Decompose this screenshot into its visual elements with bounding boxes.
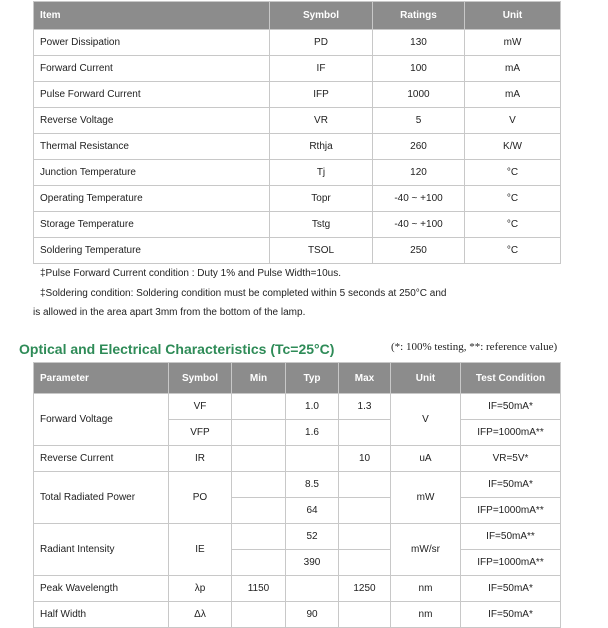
min-cell xyxy=(232,602,286,628)
header-parameter: Parameter xyxy=(34,363,169,394)
rating-cell: 5 xyxy=(373,108,465,134)
rating-cell: 1000 xyxy=(373,82,465,108)
symbol-cell: TSOL xyxy=(270,238,373,264)
parameter-cell: Radiant Intensity xyxy=(34,524,169,576)
table-row xyxy=(34,108,561,134)
max-cell xyxy=(339,550,391,576)
min-cell xyxy=(232,472,286,498)
symbol-cell: VFP xyxy=(169,420,232,446)
table-row xyxy=(34,56,561,82)
unit-cell: mA xyxy=(465,56,561,82)
pulse-condition-note: ‡Pulse Forward Current condition : Duty 1% and Pulse Width=10us. xyxy=(40,268,341,279)
table-row xyxy=(34,524,561,550)
symbol-cell: Tstg xyxy=(270,212,373,238)
header-ratings: Ratings xyxy=(373,2,465,30)
unit-cell: mW xyxy=(465,30,561,56)
header-unit: Unit xyxy=(465,2,561,30)
item-cell: Forward Current xyxy=(34,56,270,82)
unit-cell: nm xyxy=(391,576,461,602)
parameter-cell: Half Width xyxy=(34,602,169,628)
typ-cell: 8.5 xyxy=(286,472,339,498)
condition-cell: IFP=1000mA** xyxy=(461,498,561,524)
table-row xyxy=(34,186,561,212)
optical-characteristics-table xyxy=(33,362,561,628)
parameter-cell: Peak Wavelength xyxy=(34,576,169,602)
rating-cell: 130 xyxy=(373,30,465,56)
table-row xyxy=(34,160,561,186)
table-row xyxy=(34,30,561,56)
table-row xyxy=(34,82,561,108)
unit-cell: °C xyxy=(465,212,561,238)
max-cell xyxy=(339,524,391,550)
parameter-cell: Forward Voltage xyxy=(34,394,169,446)
parameter-cell: Total Radiated Power xyxy=(34,472,169,524)
table-row xyxy=(34,134,561,160)
typ-cell: 390 xyxy=(286,550,339,576)
typ-cell xyxy=(286,446,339,472)
header-symbol: Symbol xyxy=(169,363,232,394)
typ-cell: 64 xyxy=(286,498,339,524)
unit-cell: mA xyxy=(465,82,561,108)
item-cell: Reverse Voltage xyxy=(34,108,270,134)
typ-cell xyxy=(286,576,339,602)
unit-cell: °C xyxy=(465,160,561,186)
symbol-cell: PO xyxy=(169,472,232,524)
unit-cell: V xyxy=(465,108,561,134)
symbol-cell: Δλ xyxy=(169,602,232,628)
table-row xyxy=(34,472,561,498)
soldering-condition-note-continued: is allowed in the area apart 3mm from the bottom of the lamp. xyxy=(33,307,306,318)
symbol-cell: IE xyxy=(169,524,232,576)
symbol-cell: IR xyxy=(169,446,232,472)
symbol-cell: IF xyxy=(270,56,373,82)
header-max: Max xyxy=(339,363,391,394)
typ-cell: 90 xyxy=(286,602,339,628)
rating-cell: -40 ~ +100 xyxy=(373,212,465,238)
header-symbol: Symbol xyxy=(270,2,373,30)
max-cell: 1250 xyxy=(339,576,391,602)
symbol-cell: Topr xyxy=(270,186,373,212)
item-cell: Soldering Temperature xyxy=(34,238,270,264)
min-cell xyxy=(232,420,286,446)
header-min: Min xyxy=(232,363,286,394)
max-cell: 1.3 xyxy=(339,394,391,420)
absolute-ratings-table xyxy=(33,1,561,264)
unit-cell: V xyxy=(391,394,461,446)
rating-cell: 250 xyxy=(373,238,465,264)
condition-cell: IF=50mA* xyxy=(461,602,561,628)
max-cell xyxy=(339,602,391,628)
item-cell: Operating Temperature xyxy=(34,186,270,212)
table-row xyxy=(34,212,561,238)
item-cell: Power Dissipation xyxy=(34,30,270,56)
table-row xyxy=(34,394,561,420)
header-unit: Unit xyxy=(391,363,461,394)
symbol-cell: λp xyxy=(169,576,232,602)
header-test-condition: Test Condition xyxy=(461,363,561,394)
item-cell: Thermal Resistance xyxy=(34,134,270,160)
symbol-cell: VF xyxy=(169,394,232,420)
max-cell xyxy=(339,472,391,498)
table-row xyxy=(34,238,561,264)
typ-cell: 52 xyxy=(286,524,339,550)
section-title: Optical and Electrical Characteristics (Tc=25°C) xyxy=(19,341,335,357)
symbol-cell: PD xyxy=(270,30,373,56)
header-typ: Typ xyxy=(286,363,339,394)
table-row xyxy=(34,446,561,472)
symbol-cell: IFP xyxy=(270,82,373,108)
typ-cell: 1.6 xyxy=(286,420,339,446)
max-cell: 10 xyxy=(339,446,391,472)
soldering-condition-note: ‡Soldering condition: Soldering condition must be completed within 5 seconds at 250°C and xyxy=(40,288,447,299)
min-cell: 1150 xyxy=(232,576,286,602)
min-cell xyxy=(232,446,286,472)
condition-cell: IF=50mA** xyxy=(461,524,561,550)
min-cell xyxy=(232,524,286,550)
symbol-cell: Rthja xyxy=(270,134,373,160)
symbol-cell: VR xyxy=(270,108,373,134)
condition-cell: IF=50mA* xyxy=(461,472,561,498)
unit-cell: °C xyxy=(465,186,561,212)
min-cell xyxy=(232,550,286,576)
condition-cell: IF=50mA* xyxy=(461,394,561,420)
table-row xyxy=(34,602,561,628)
condition-cell: IF=50mA* xyxy=(461,576,561,602)
item-cell: Junction Temperature xyxy=(34,160,270,186)
unit-cell: °C xyxy=(465,238,561,264)
table-header-row xyxy=(34,2,561,30)
rating-cell: 100 xyxy=(373,56,465,82)
max-cell xyxy=(339,498,391,524)
item-cell: Pulse Forward Current xyxy=(34,82,270,108)
table-header-row xyxy=(34,363,561,394)
header-item: Item xyxy=(34,2,270,30)
typ-cell: 1.0 xyxy=(286,394,339,420)
min-cell xyxy=(232,498,286,524)
unit-cell: nm xyxy=(391,602,461,628)
max-cell xyxy=(339,420,391,446)
condition-cell: VR=5V* xyxy=(461,446,561,472)
table-row xyxy=(34,576,561,602)
unit-cell: mW xyxy=(391,472,461,524)
unit-cell: mW/sr xyxy=(391,524,461,576)
parameter-cell: Reverse Current xyxy=(34,446,169,472)
testing-legend-note: (*: 100% testing, **: reference value) xyxy=(391,341,558,353)
rating-cell: 120 xyxy=(373,160,465,186)
rating-cell: -40 ~ +100 xyxy=(373,186,465,212)
symbol-cell: Tj xyxy=(270,160,373,186)
item-cell: Storage Temperature xyxy=(34,212,270,238)
unit-cell: uA xyxy=(391,446,461,472)
rating-cell: 260 xyxy=(373,134,465,160)
min-cell xyxy=(232,394,286,420)
condition-cell: IFP=1000mA** xyxy=(461,550,561,576)
unit-cell: K/W xyxy=(465,134,561,160)
condition-cell: IFP=1000mA** xyxy=(461,420,561,446)
